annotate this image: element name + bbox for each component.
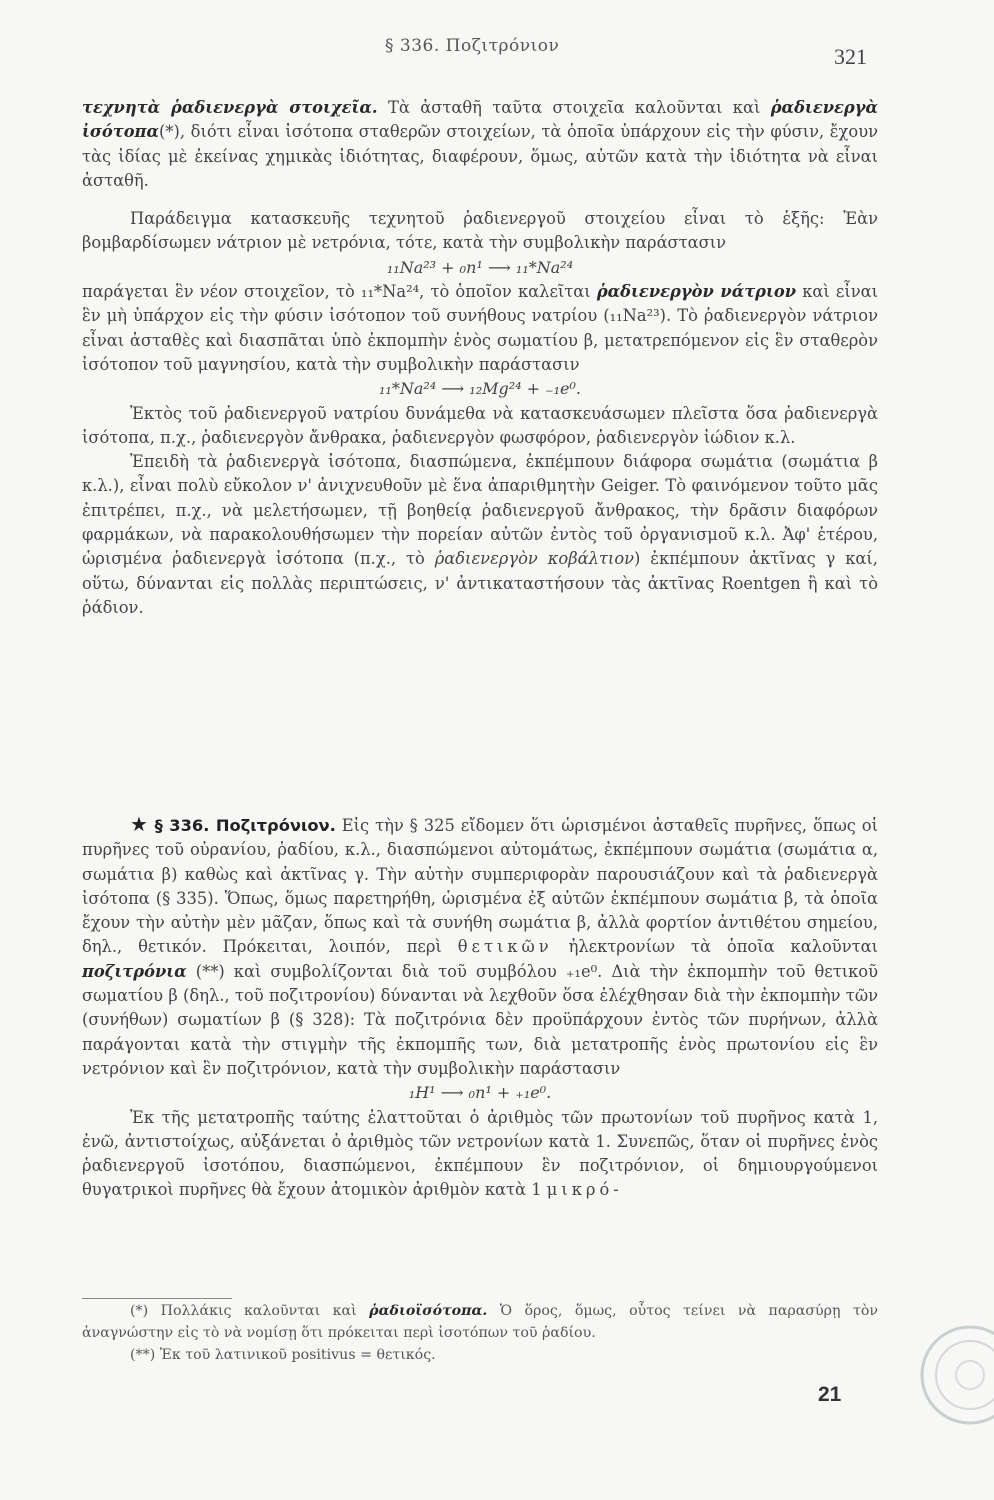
- footnote-2: (**) Ἐκ τοῦ λατινικοῦ positivus = θετικός.: [130, 1347, 436, 1363]
- running-title: § 336. Ποζιτρόνιον: [385, 36, 560, 56]
- page-number: 321: [834, 44, 867, 69]
- paragraph-7: Ἐκ τῆς μετατροπῆς ταύτης ἐλαττοῦται ὁ ἀριθμὸς τῶν πρωτονίων τοῦ πυρῆνος κατὰ 1, ἐνῶ, ἀντιστοίχως, αὐξάνεται ὁ ἀριθμὸς τῶν νετρονίων κατὰ 1. Συνεπῶς, ὅταν οἱ πυρῆνες ἑνὸς ῥαδιενεργοῦ ἰσοτόπου, διασπώμενοι, ἐκπέμπουν ἓν ποζιτρόνιον, οἱ δημιουργούμενοι θυγατρικοὶ πυρῆνες θὰ ἔχουν ἀτομικὸν ἀριθμὸν κατὰ 1 μικρό-: [82, 1107, 878, 1200]
- paragraph-2: Παράδειγμα κατασκευῆς τεχνητοῦ ῥαδιενεργοῦ στοιχείου εἶναι τὸ ἑξῆς: Ἐὰν βομβαρδίσωμεν νάτριον μὲ νετρόνια, τότε, κατὰ τὴν συμβολικὴν παράστασιν: [82, 209, 878, 253]
- bold-term: τεχνητὰ ῥαδιενεργὰ στοιχεῖα.: [82, 98, 378, 117]
- paragraph-4: Ἐκτὸς τοῦ ῥαδιενεργοῦ νατρίου δυνάμεθα νὰ κατασκευάσωμεν πλεῖστα ὅσα ῥαδιενεργὰ ἰσότοπα, π.χ., ῥαδιενεργὸν ἄνθρακα, ῥαδιενεργὸν φωσφόρον, ῥαδιενεργὸν ἰώδιον κ.λ.: [82, 403, 878, 447]
- paragraph-5: Ἐπειδὴ τὰ ῥαδιενεργὰ ἰσότοπα, διασπώμενα, ἐκπέμπουν διάφορα σωμάτια (σωμάτια β κ.λ.), εἶναι πολὺ εὔκολον ν' ἀνιχνευθοῦν μὲ ἕνα ἀπαριθμητὴν Geiger. Τὸ φαινόμενον τοῦτο μᾶς ἐπιτρέπει, π.χ., νὰ μελετήσωμεν, τῇ βοηθείᾳ ῥαδιενεργοῦ ἄνθρακος, τὴν δρᾶσιν διαφόρων φαρμάκων, νὰ παρακολουθήσωμεν τὴν πορείαν αὐτῶν ἐντὸς τοῦ ὀργανισμοῦ κ.λ. Ἀφ' ἑτέρου, ὡρισμένα ῥαδιενεργὰ ἰσότοπα (π.χ., τὸ ῥαδιενεργὸν κοβάλτιον) ἐκπέμπουν ἀκτῖνας γ καί, οὕτω, δύνανται εἰς πολλὰς περιπτώσεις, ν' ἀντικαταστήσουν τὰς ἀκτῖνας Roentgen ἢ καὶ τὸ ῥάδιον.: [82, 452, 878, 617]
- paragraph-1: τεχνητὰ ῥαδιενεργὰ στοιχεῖα. Τὰ ἀσταθῆ ταῦτα στοιχεῖα καλοῦνται καὶ ῥαδιενεργὰ ἰσότοπα(*), διότι εἶναι ἰσότοπα σταθερῶν στοιχείων, τὰ ὁποῖα ὑπάρχουν εἰς τὴν φύσιν, ἔχουν τὰς ἰδίας μὲ ἐκείνας χημικὰς ἰδιότητας, διαφέρουν, ὅμως, αὐτῶν κατὰ τὴν ἰδιότητα νὰ εἶναι ἀσταθῆ.: [82, 98, 879, 190]
- footnote-1: (*) Πολλάκις καλοῦνται καὶ ῥαδιοϊσότοπα. Ὁ ὅρος, ὅμως, οὗτος τείνει νὰ παρασύρῃ τὸν ἀναγνώστην εἰς τὸ νὰ νομίσῃ ὅτι πρόκειται περὶ ἰσοτόπων τοῦ ῥαδίου.: [82, 1303, 878, 1341]
- running-header: [0, 36, 994, 69]
- main-text-top: [82, 96, 878, 620]
- bold-term: ποζιτρόνια: [82, 961, 187, 981]
- paragraph-3: παράγεται ἓν νέον στοιχεῖον, τὸ ₁₁*Na²⁴, τὸ ὁποῖον καλεῖται ῥαδιενεργὸν νάτριον καὶ εἶναι ἓν μὴ ὑπάρχον εἰς τὴν φύσιν ἰσότοπον τοῦ συνήθους νατρίου (₁₁Na²³). Τὸ ῥαδιενεργὸν νάτριον εἶναι ἀσταθὲς καὶ διασπᾶται ὑπὸ ἐκπομπὴν ἑνὸς σωματίου β, μετατρεπόμενον εἰς ἓν σταθερὸν ἰσότοπον τοῦ μαγνησίου, κατὰ τὴν συμβολικὴν παράστασιν: [82, 282, 879, 374]
- bold-term: ῥαδιενεργὰ ἰσότοπα: [82, 98, 879, 142]
- signature-sheet-number: 21: [818, 1383, 842, 1406]
- spaced-word: θετικῶν: [457, 937, 553, 957]
- spaced-word: μικρό-: [546, 1180, 623, 1200]
- library-stamp: [915, 1320, 994, 1430]
- main-text-section-336: [82, 812, 878, 1203]
- italic-term: ῥαδιενεργὸν κοβάλτιον: [434, 549, 635, 569]
- bold-term: ῥαδιενεργὸν νάτριον: [596, 282, 797, 302]
- formula-sodium-activation: ₁₁Na²³ + ₀n¹ ⟶ ₁₁*Na²⁴: [386, 257, 574, 277]
- footnote-divider: [82, 1298, 232, 1299]
- footnotes: [82, 1300, 878, 1366]
- star-icon: ★: [130, 812, 149, 836]
- formula-proton-conversion: ₁H¹ ⟶ ₀n¹ + ₊₁e⁰.: [408, 1083, 552, 1103]
- formula-sodium-decay: ₁₁*Na²⁴ ⟶ ₁₂Mg²⁴ + ₋₁e⁰.: [379, 379, 581, 399]
- bold-term: ῥαδιοϊσότοπα.: [369, 1303, 488, 1319]
- section-heading: § 336. Ποζιτρόνιον.: [154, 816, 336, 835]
- section-paragraph: ★ § 336. Ποζιτρόνιον. Εἰς τὴν § 325 εἴδομεν ὅτι ὡρισμένοι ἀσταθεῖς πυρῆνες, ὅπως οἱ πυρῆνες τοῦ οὐρανίου, ῥαδίου, κ.λ., διασπώμενοι αὐτομάτως, ἐκπέμπουν σωμάτια (σωμάτια α, σωμάτια β) καθὼς καὶ ἀκτῖνας γ. Τὴν αὐτὴν συμπεριφορὰν παρουσιάζουν καὶ τὰ ῥαδιενεργὰ ἰσότοπα (§ 335). Ὅπως, ὅμως παρετηρήθη, ὡρισμένα ἐξ αὐτῶν ἐκπέμπουν σωμάτια β, τὰ ὁποῖα ἔχουν τὴν αὐτὴν μὲν μᾶζαν, ὅπως καὶ τὰ συνήθη σωμάτια β, ἀλλὰ φορτίον ἀντιθέτου σημείου, δηλ., θετικόν. Πρόκειται, λοιπόν, περὶ θετικῶν ἠλεκτρονίων τὰ ὁποῖα καλοῦνται ποζιτρόνια (**) καὶ συμβολίζονται διὰ τοῦ συμβόλου ₊₁e⁰. Διὰ τὴν ἐκπομπὴν τοῦ θετικοῦ σωματίου β (δηλ., τοῦ ποζιτρονίου) δύνανται νὰ λεχθοῦν ὅσα ἐλέχθησαν διὰ τὴν ἐκπομπὴν τῶν (συνήθων) σωματίων β (§ 328): Τὰ ποζιτρόνια δὲν προϋπάρχουν ἐντὸς τῶν πυρήνων, ἀλλὰ παράγονται κατὰ τὴν στιγμὴν τῆς ἐκπομπῆς των, διὰ μετατροπῆς ἑνὸς πρωτονίου εἰς ἓν νετρόνιον καὶ ἓν ποζιτρόνιον, κατὰ τὴν συμβολικὴν παράστασιν: [82, 812, 878, 1078]
